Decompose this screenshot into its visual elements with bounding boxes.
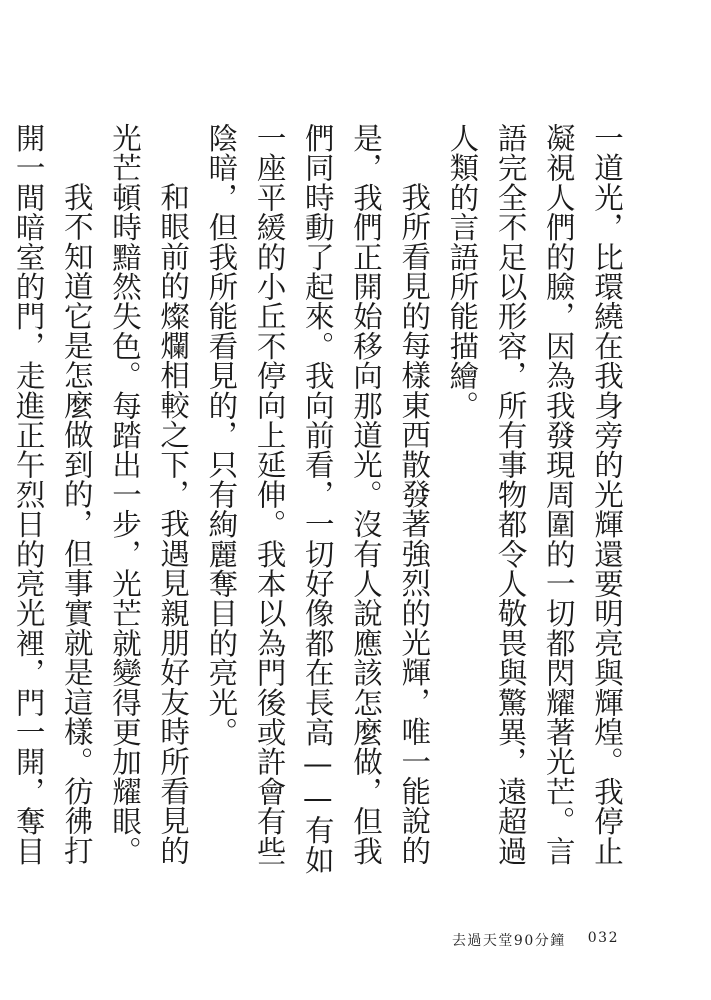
page-footer [452,930,619,950]
paragraph-1: 一道光，比環繞在我身旁的光輝還要明亮與輝煌。我停止凝視人們的臉，因為我發現周圍的一切都閃耀著光芒。言語完全不足以形容，所有事物都令人敬畏與驚異，遠超過人類的言語所能描繪。 [445,123,624,866]
running-title: 去過天堂90分鐘 [451,933,566,949]
body-text [11,123,631,883]
paragraph-3: 和眼前的燦爛相較之下，我遇見親朋好友時所看見的光芒頓時黯然失色。每踏出一步，光芒就變得更加耀眼。 [107,123,191,866]
paragraph-4: 我不知道它是怎麼做到的，但事實就是這樣。彷彿打開一間暗室的門，走進正午烈日的亮光裡，門一開，奪目 [11,123,94,866]
page-number: 032 [587,930,619,946]
paragraph-2: 我所看見的每樣東西散發著強烈的光輝，唯一能說的是，我們正開始移向那道光。沒有人說應該怎麼做，但我們同時動了起來。我向前看，一切好像都在長高——有如一座平緩的小丘不停向上延伸。我本以為門後或許會有些陰暗，但我所能看見的，只有絢麗奪目的亮光。 [204,123,432,875]
